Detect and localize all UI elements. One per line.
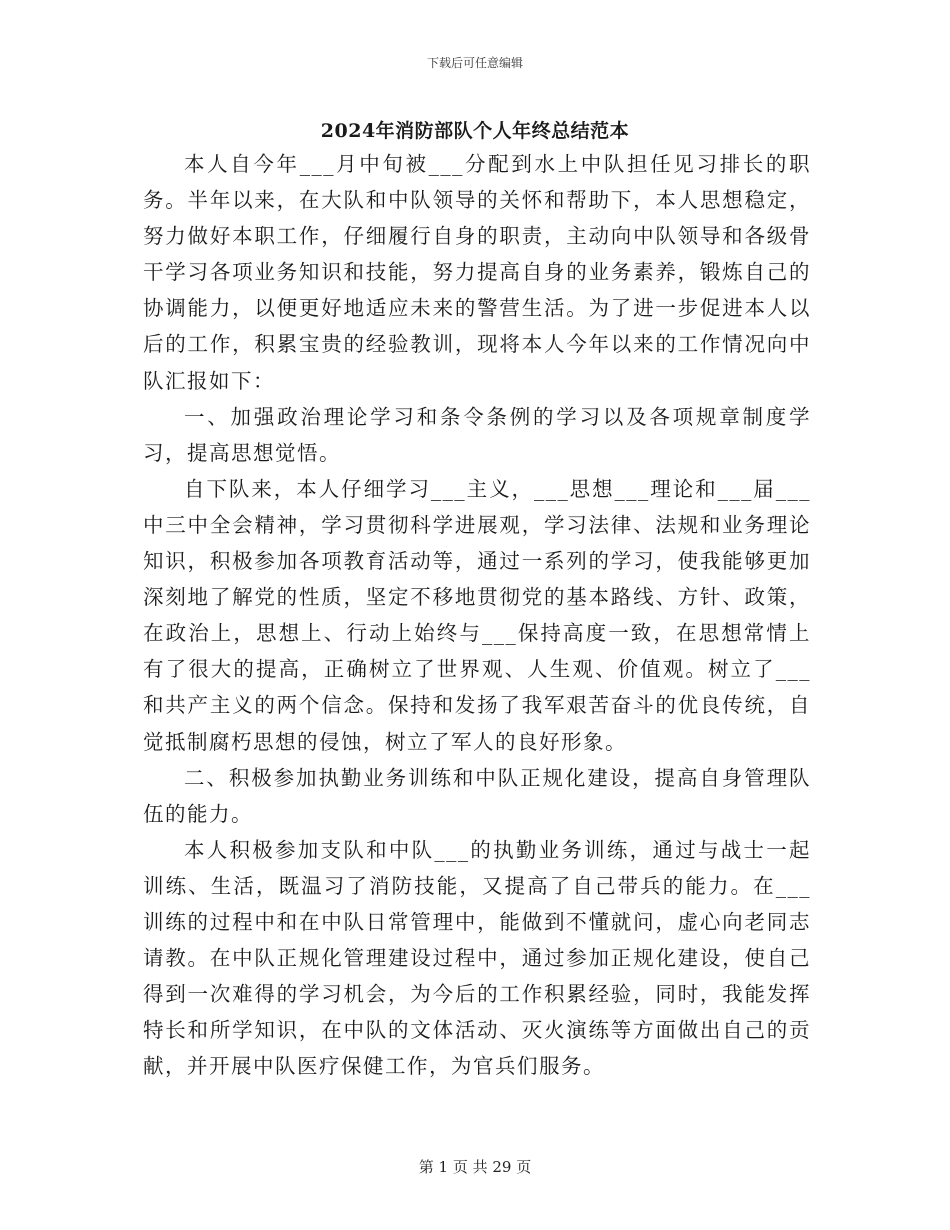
section-heading-2: 二、积极参加执勤业务训练和中队正规化建设，提高自身管理队伍的能力。 [143,765,811,826]
section-heading-1: 一、加强政治理论学习和条令条例的学习以及各项规章制度学习，提高思想觉悟。 [143,404,811,465]
page-number: 第 1 页 共 29 页 [418,1158,532,1176]
document-body [143,146,811,1084]
paragraph-intro: 本人自今年___月中旬被___分配到水上中队担任见习排长的职务。半年以来，在大队和中队领导的关怀和帮助下，本人思想稳定，努力做好本职工作，仔细履行自身的职责，主动向中队领导和各级骨干学习各项业务知识和技能，努力提高自身的业务素养，锻炼自己的协调能力，以便更好地适应未来的警营生活。为了进一步促进本人以后的工作，积累宝贵的经验教训，现将本人今年以来的工作情况向中队汇报如下： [143,152,811,393]
header-note: 下载后可任意编辑 [426,56,523,70]
paragraph-section-2: 本人积极参加支队和中队___的执勤业务训练，通过与战士一起训练、生活，既温习了消防技能，又提高了自己带兵的能力。在___训练的过程中和在中队日常管理中，能做到不懂就问，虚心向老同志请教。在中队正规化管理建设过程中，通过参加正规化建设，使自己得到一次难得的学习机会，为今后的工作积累经验，同时，我能发挥特长和所学知识，在中队的文体活动、灭火演练等方面做出自己的贡献，并开展中队医疗保健工作，为官兵们服务。 [143,837,811,1079]
document-title: 2024年消防部队个人年终总结范本 [320,120,630,142]
paragraph-section-1: 自下队来，本人仔细学习___主义，___思想___理论和___届___中三中全会精神，学习贯彻科学进展观，学习法律、法规和业务理论知识，积极参加各项教育活动等，通过一系列的学习，使我能够更加深刻地了解党的性质，坚定不移地贯彻党的基本路线、方针、政策，在政治上，思想上、行动上始终与___保持高度一致，在思想常情上有了很大的提高，正确树立了世界观、人生观、价值观。树立了___和共产主义的两个信念。保持和发扬了我军艰苦奋斗的优良传统，自觉抵制腐朽思想的侵蚀，树立了军人的良好形象。 [143,476,811,754]
